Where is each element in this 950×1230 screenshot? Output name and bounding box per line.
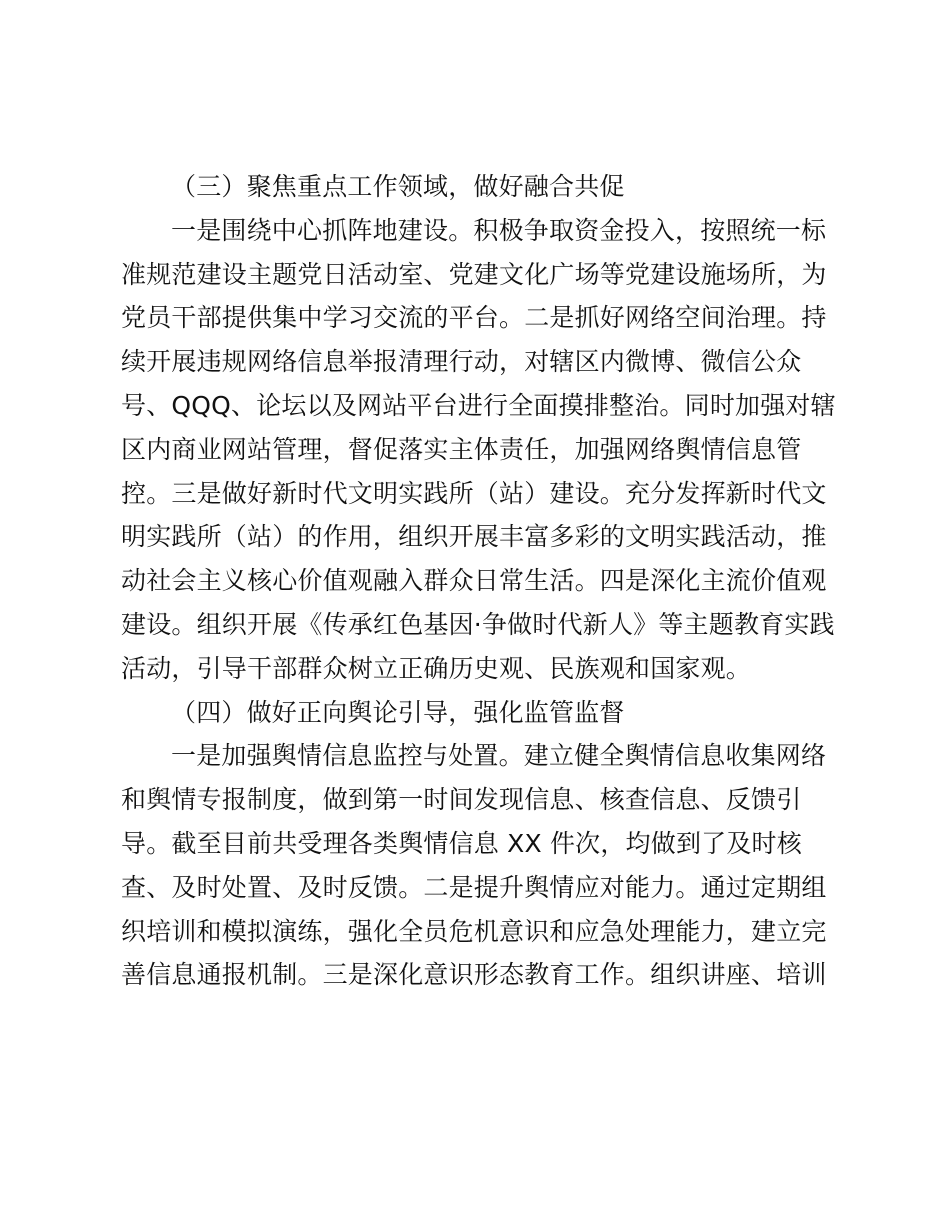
section-3-line-5: 号、QQQ、论坛以及网站平台进行全面摸排整治。同时加强对辖	[121, 390, 836, 420]
section-3-line-6: 区内商业网站管理，督促落实主体责任，加强网络舆情信息管	[121, 434, 802, 464]
section-4-line-4: 查、及时处置、及时反馈。二是提升舆情应对能力。通过定期组	[121, 872, 827, 902]
section-3-line-9: 动社会主义核心价值观融入群众日常生活。四是深化主流价值观	[121, 566, 827, 596]
section-4-line-6: 善信息通报机制。三是深化意识形态教育工作。组织讲座、培训	[121, 960, 827, 990]
section-3-line-4: 续开展违规网络信息举报清理行动，对辖区内微博、微信公众	[121, 347, 802, 377]
section-3-line-8: 明实践所（站）的作用，组织开展丰富多彩的文明实践活动，推	[121, 522, 827, 552]
section-4-line-1: 一是加强舆情信息监控与处置。建立健全舆情信息收集网络	[171, 741, 827, 771]
section-4-line-5: 织培训和模拟演练，强化全员危机意识和应急处理能力，建立完	[121, 916, 827, 946]
section-3-line-3: 党员干部提供集中学习交流的平台。二是抓好网络空间治理。持	[121, 303, 827, 333]
section-4-line-2: 和舆情专报制度，做到第一时间发现信息、核查信息、反馈引	[121, 785, 802, 815]
section-3-line-10: 建设。组织开展《传承红色基因·争做时代新人》等主题教育实践	[121, 609, 835, 639]
document-body	[121, 165, 836, 997]
section-4-line-3: 导。截至目前共受理各类舆情信息 XX 件次，均做到了及时核	[121, 828, 802, 858]
section-3-line-7: 控。三是做好新时代文明实践所（站）建设。充分发挥新时代文	[121, 478, 827, 508]
section-3-line-2: 准规范建设主题党日活动室、党建文化广场等党建设施场所，为	[121, 259, 827, 289]
section-3-line-11: 活动，引导干部群众树立正确历史观、民族观和国家观。	[121, 653, 752, 683]
section-4-heading: （四）做好正向舆论引导，强化监管监督	[171, 697, 625, 727]
section-3-line-1: 一是围绕中心抓阵地建设。积极争取资金投入，按照统一标	[171, 215, 827, 245]
section-3-heading: （三）聚焦重点工作领域，做好融合共促	[171, 172, 625, 201]
